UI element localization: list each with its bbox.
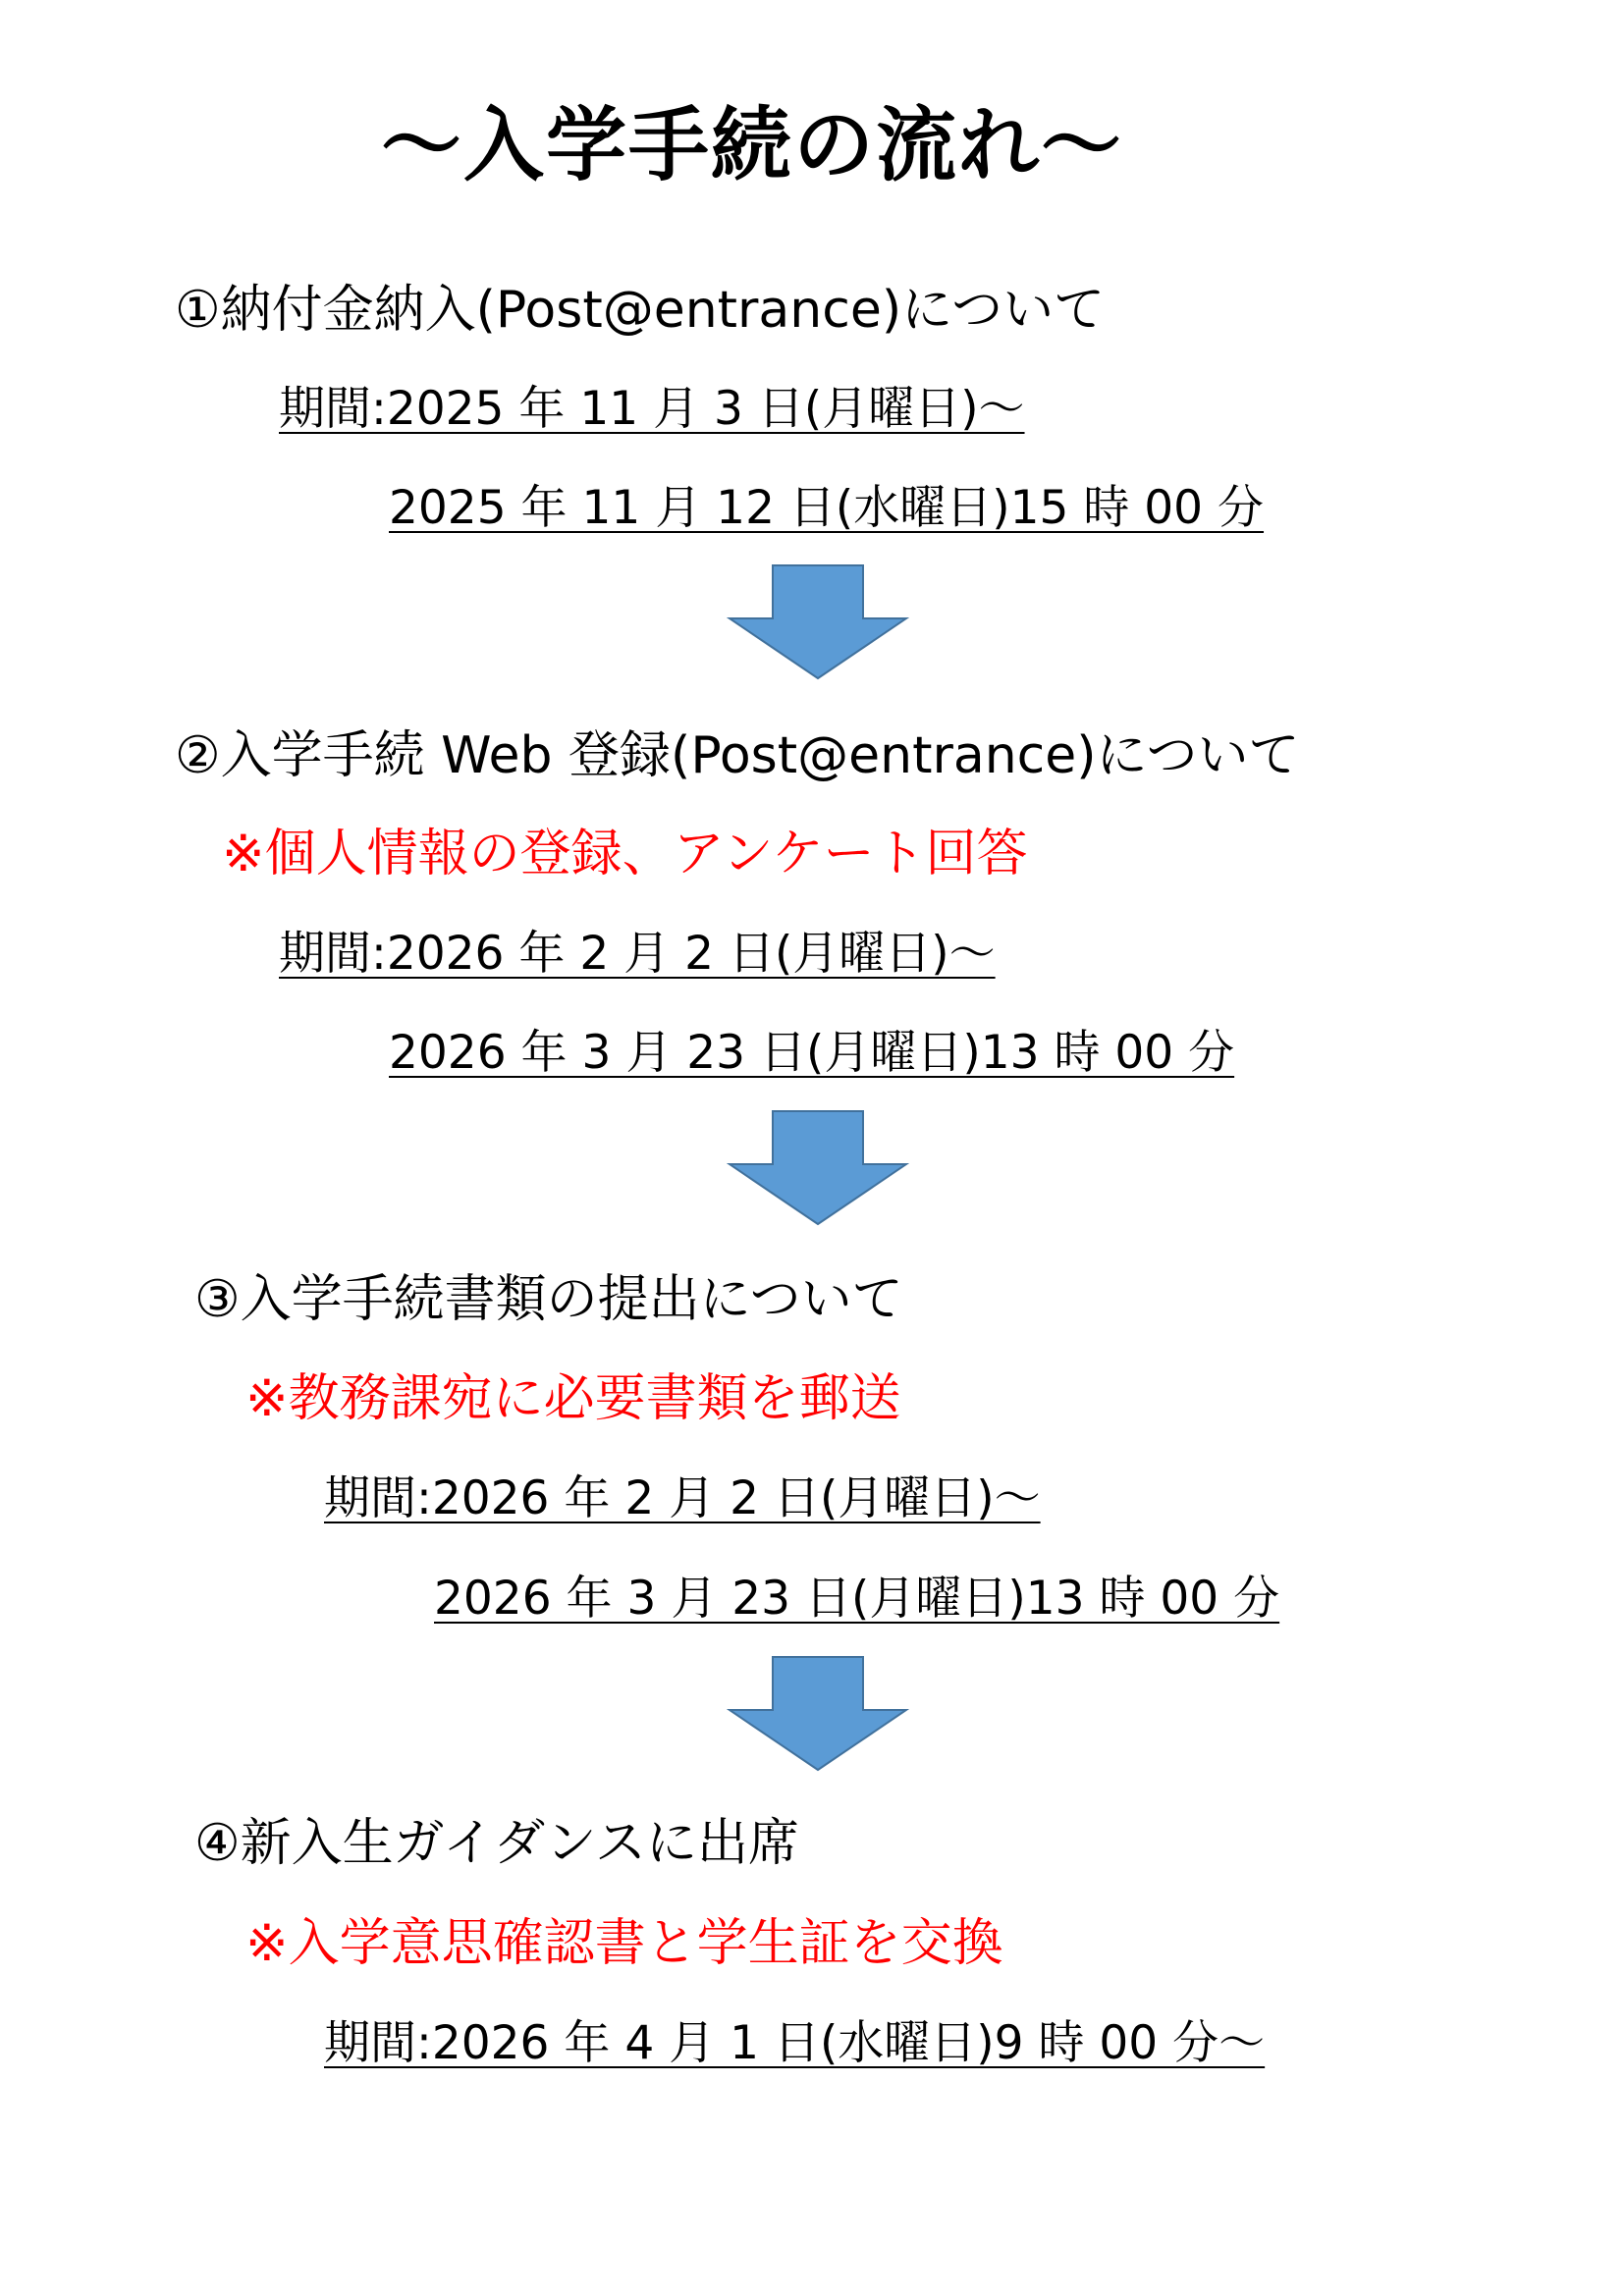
step-3-note: ※教務課宛に必要書類を郵送 [245,1369,901,1428]
step-4-heading: ④新入生ガイダンスに出席 [194,1814,800,1873]
down-arrow-icon [727,1109,909,1227]
step-1-heading: ①納付金納入(Post@entrance)について [175,281,1106,340]
step-4-period-start: 期間:2026 年 4 月 1 日(水曜日)9 時 00 分～ [324,2016,1266,2070]
step-2-note: ※個人情報の登録、アンケート回答 [222,825,1028,883]
step-2-period-end: 2026 年 3 月 23 日(月曜日)13 時 00 分 [389,1026,1235,1080]
page-title: ～入学手続の流れ～ [381,99,1124,192]
down-arrow-icon [727,1655,909,1773]
down-arrow-icon [727,563,909,681]
step-3-heading: ③入学手続書類の提出について [194,1270,903,1329]
step-2-heading: ②入学手続 Web 登録(Post@entrance)について [175,726,1300,785]
step-1-period-start: 期間:2025 年 11 月 3 日(月曜日)～ [279,382,1025,436]
step-2-period-start: 期間:2026 年 2 月 2 日(月曜日)～ [279,927,996,981]
step-3-period-end: 2026 年 3 月 23 日(月曜日)13 時 00 分 [434,1572,1280,1626]
step-3-period-start: 期間:2026 年 2 月 2 日(月曜日)～ [324,1471,1041,1525]
step-1-period-end: 2025 年 11 月 12 日(水曜日)15 時 00 分 [389,481,1265,535]
step-4-note: ※入学意思確認書と学生証を交換 [245,1914,1003,1973]
